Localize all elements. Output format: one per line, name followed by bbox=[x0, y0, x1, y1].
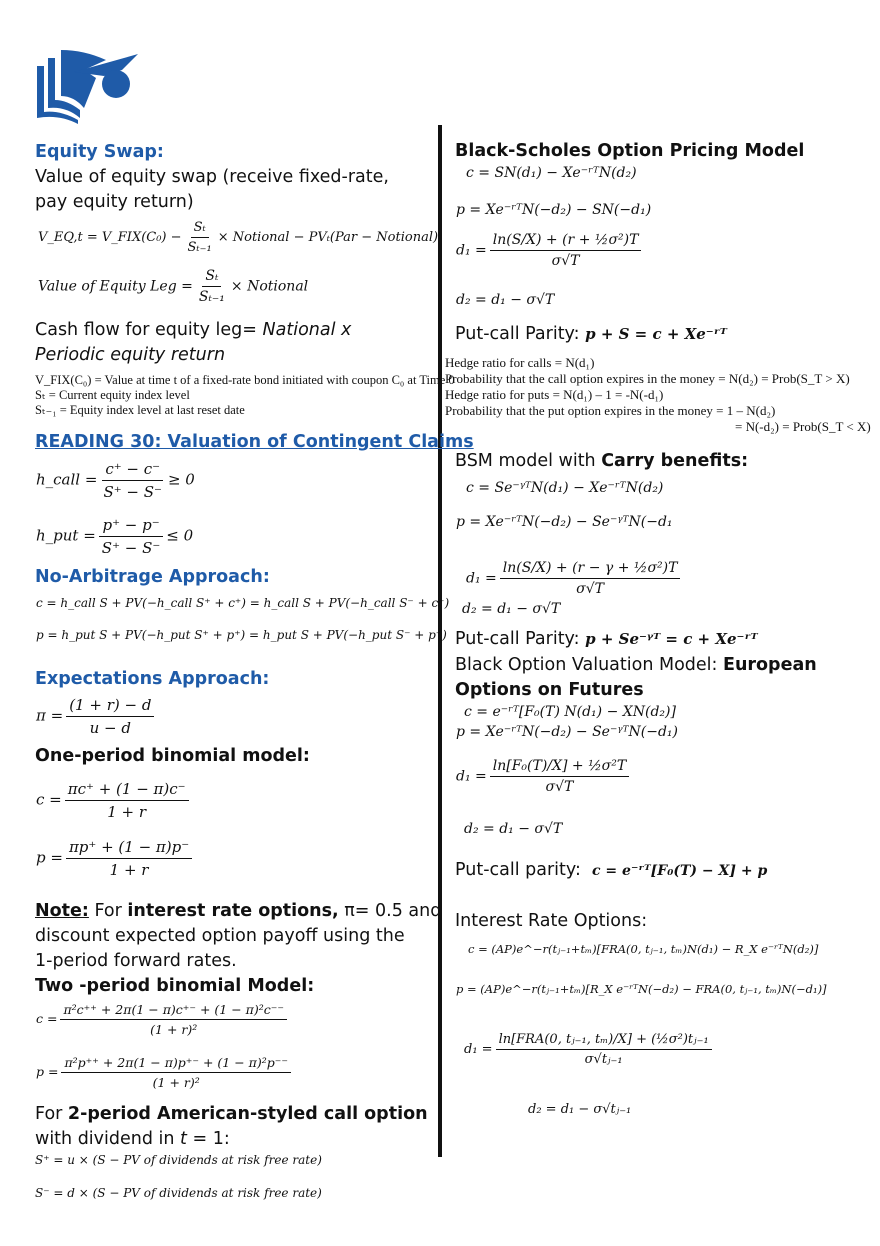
equity-swap-heading: Equity Swap: bbox=[35, 142, 164, 162]
black-model-heading-1: Black Option Valuation Model: European bbox=[455, 655, 817, 675]
hedge-ratio-call-formula: h_call = $\frac{c^+ - c^-}{S^+ - S^-}$ ≥ 0 bbox=[36, 460, 195, 501]
reading-30-heading: READING 30: Valuation of Contingent Claims bbox=[35, 432, 474, 452]
no-arbitrage-heading: No-Arbitrage Approach: bbox=[35, 567, 270, 587]
bsm-d1-formula: d₁ = $\frac{\text{ln(S/X) + (r − γ + ½σ²)T}}{\sigma√T}$ bbox=[466, 560, 683, 597]
one-period-heading: One-period binomial model: bbox=[35, 746, 310, 766]
one-period-put-formula: p = $\frac{\pi p^+ + (1 - \pi)p^-}{1 + r}$ bbox=[36, 838, 195, 879]
bsm-carry-heading: BSM model with Carry benefits: bbox=[455, 451, 749, 471]
no-arbitrage-put-formula: p = h_put S + PV(−h_put S⁺ + p⁺) = h_put S + PV(−h_put S⁻ + p⁻) bbox=[36, 628, 447, 642]
bs-d2-formula: d₂ = d₁ − σ√T bbox=[456, 292, 555, 308]
one-period-call-formula: c = $\frac{\pi c^+ + (1 - \pi)c^-}{1 + r}$ bbox=[36, 780, 192, 821]
bsm-d2-formula: d₂ = d₁ − σ√T bbox=[462, 601, 561, 617]
s-plus-formula: S⁺ = u × (S − PV of dividends at risk free rate) bbox=[35, 1153, 322, 1167]
two-period-call-formula: c = $\frac{\text{π²c⁺⁺ + 2π(1 − π)c⁺⁻ + (1 − π)²c⁻⁻}}{\text{(1 + r)²}}$ bbox=[36, 1002, 290, 1037]
note-line-1: Note: For interest rate options, π= 0.5 and bbox=[35, 901, 442, 921]
iro-put-formula: p = (AP)e^−r(tⱼ₋₁+tₘ)[R_X e⁻ʳᵀN(−d₂) − FRA(0, tⱼ₋₁, tₘ)N(−d₁)] bbox=[456, 982, 827, 996]
equity-leg-formula: Value of Equity Leg = $\frac{\text{Sₜ}}{\text{Sₜ₋₁}}$ × Notional bbox=[38, 268, 309, 305]
american-option-line-1: For 2-period American-styled call option bbox=[35, 1104, 428, 1124]
expectations-heading: Expectations Approach: bbox=[35, 669, 270, 689]
hedge-ratio-put-formula: h_put = $\frac{p^+ - p^-}{S^+ - S^-}$ ≤ 0 bbox=[36, 516, 194, 557]
s-minus-formula: S⁻ = d × (S − PV of dividends at risk free rate) bbox=[35, 1186, 322, 1200]
cash-flow-text-2: Periodic equity return bbox=[35, 345, 226, 365]
equity-swap-desc-1: Value of equity swap (receive fixed-rate, bbox=[35, 167, 389, 187]
definition-st-1: Sₜ₋₁ = Equity index level at last reset date bbox=[35, 403, 245, 417]
definition-st: Sₜ = Current equity index level bbox=[35, 388, 190, 402]
black-put-formula: p = Xe⁻ʳᵀN(−d₂) − Se⁻ᵞᵀN(−d₁) bbox=[456, 724, 678, 740]
black-model-heading-2: Options on Futures bbox=[455, 680, 644, 700]
put-call-parity-3: Put-call parity: c = e⁻ʳᵀ[F₀(T) − X] + p bbox=[455, 860, 768, 880]
note-line-2: discount expected option payoff using the bbox=[35, 926, 405, 946]
equity-swap-value-formula: V_EQ,t = V_FIX(C₀) − $\frac{\text{Sₜ}}{\text{Sₜ₋₁}}$ × Notional − PVₜ(Par − Notional) bbox=[38, 220, 439, 255]
two-period-put-formula: p = $\frac{\text{π²p⁺⁺ + 2π(1 − π)p⁺⁻ + (1 − π)²p⁻⁻}}{\text{(1 + r)²}}$ bbox=[36, 1055, 294, 1090]
iro-d1-formula: d₁ = $\frac{\text{ln[FRA(0, tⱼ₋₁, tₘ)/X] + (½σ²)tⱼ₋₁}}{\text{σ√tⱼ₋₁}}$ bbox=[464, 1032, 715, 1067]
risk-neutral-probability-formula: π = $\frac{(1 + r) - d}{u - d}$ bbox=[36, 696, 157, 737]
put-call-parity-2: Put-call Parity: p + Se⁻ᵞᵀ = c + Xe⁻ʳᵀ bbox=[455, 629, 758, 649]
definition-vfix: V_FIX(C₀) = Value at time t of a fixed-rate bond initiated with coupon C₀ at Time 0 bbox=[35, 373, 455, 387]
variable-definitions bbox=[35, 373, 455, 418]
logo-book-graduation-cap-icon bbox=[34, 48, 140, 126]
black-call-formula: c = e⁻ʳᵀ[F₀(T) N(d₁) − XN(d₂)] bbox=[464, 704, 676, 720]
hedge-ratio-notes: Hedge ratio for calls = N(d₁) Probability that the call option expires in the money = N(d₂) = Prob(S_T > X) Hedge ratio for puts = N(d₁) – 1 = -N(-d₁) Probability that the put option expires in the money = 1 – N(d₂) = N(-d₂) = Prob(S_T < X) bbox=[445, 355, 871, 434]
bsm-put-formula: p = Xe⁻ʳᵀN(−d₂) − Se⁻ᵞᵀN(−d₁ bbox=[456, 514, 673, 530]
cash-flow-text: Cash flow for equity leg= National x bbox=[35, 320, 352, 340]
note-line-3: 1-period forward rates. bbox=[35, 951, 237, 971]
iro-call-formula: c = (AP)e^−r(tⱼ₋₁+tₘ)[FRA(0, tⱼ₋₁, tₘ)N(d₁) − R_X e⁻ʳᵀN(d₂)] bbox=[468, 942, 819, 956]
black-scholes-heading: Black-Scholes Option Pricing Model bbox=[455, 141, 805, 161]
bs-call-formula: c = SN(d₁) − Xe⁻ʳᵀN(d₂) bbox=[466, 165, 637, 181]
equity-swap-desc-2: pay equity return) bbox=[35, 192, 194, 212]
iro-d2-formula: d₂ = d₁ − σ√tⱼ₋₁ bbox=[528, 1102, 632, 1117]
bs-d1-formula: d₁ = $\frac{\text{ln(S/X) + (r + ½σ²)T}}{\sigma√T}$ bbox=[456, 232, 644, 269]
put-call-parity-1: Put-call Parity: p + S = c + Xe⁻ʳᵀ bbox=[455, 324, 727, 344]
two-period-heading: Two -period binomial Model: bbox=[35, 976, 315, 996]
no-arbitrage-call-formula: c = h_call S + PV(−h_call S⁺ + c⁺) = h_call S + PV(−h_call S⁻ + c⁻) bbox=[36, 596, 450, 610]
bsm-call-formula: c = Se⁻ᵞᵀN(d₁) − Xe⁻ʳᵀN(d₂) bbox=[466, 480, 664, 496]
black-d2-formula: d₂ = d₁ − σ√T bbox=[464, 821, 563, 837]
black-d1-formula: d₁ = $\frac{\text{ln[F₀(T)/X] + ½σ²T}}{\sigma√T}$ bbox=[456, 758, 632, 795]
interest-rate-options-heading: Interest Rate Options: bbox=[455, 911, 648, 931]
american-option-line-2: with dividend in t = 1: bbox=[35, 1129, 230, 1149]
bs-put-formula: p = Xe⁻ʳᵀN(−d₂) − SN(−d₁) bbox=[456, 202, 652, 218]
